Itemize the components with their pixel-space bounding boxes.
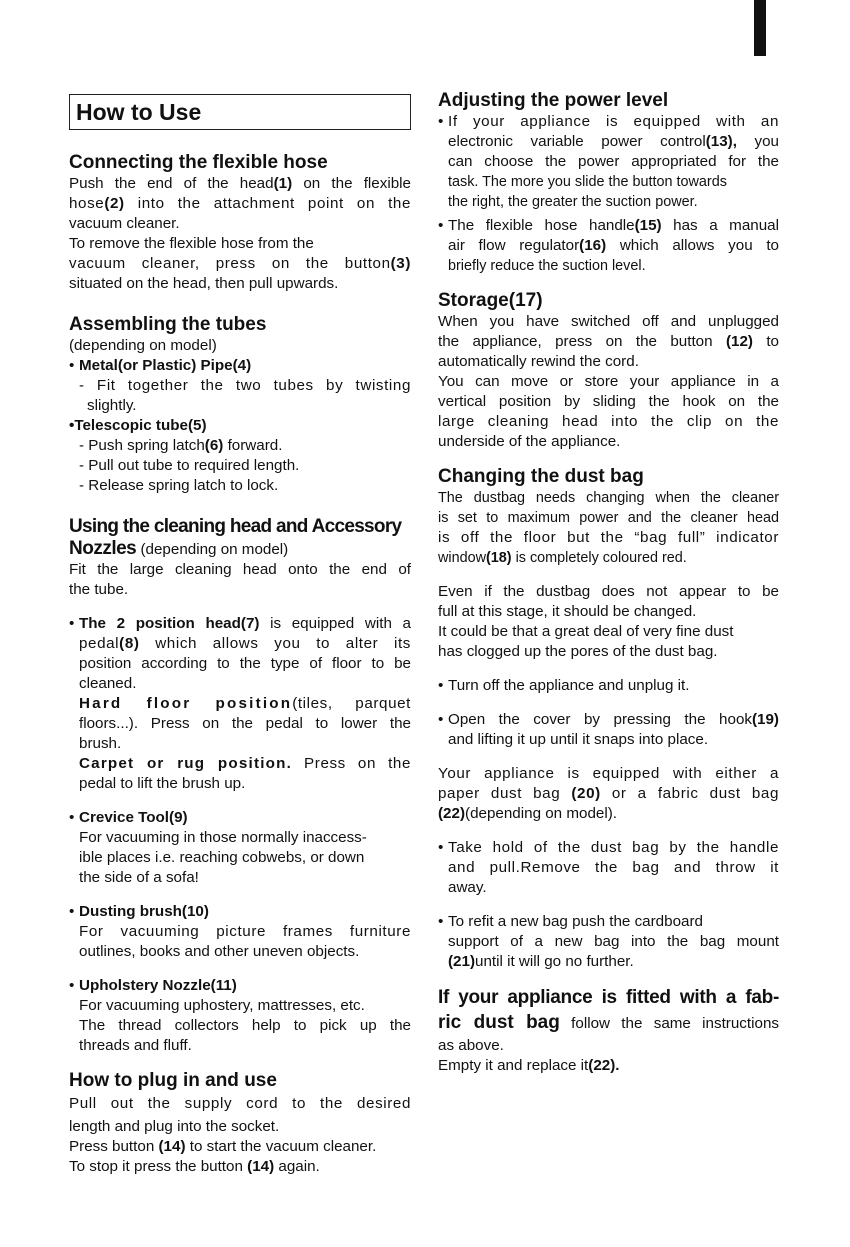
paragraph-line: paper dust bag (20) or a fabric dust bag (438, 785, 779, 802)
section-heading: Adjusting the power level (438, 90, 669, 111)
left-column (69, 90, 411, 1177)
paragraph-line: You can move or store your appliance in a (438, 373, 779, 390)
paragraph-line: vacuum cleaner, press on the button(3) (69, 255, 411, 272)
paragraph-line: threads and fluff. (79, 1037, 192, 1054)
paragraph-line: Carpet or rug position. Press on the (79, 755, 411, 772)
paragraph-line: (22)(depending on model). (438, 805, 617, 822)
paragraph-line: - Release spring latch to lock. (79, 477, 279, 494)
paragraph-line: The thread collectors help to pick up the (79, 1017, 411, 1034)
section-heading: Changing the dust bag (438, 466, 644, 487)
paragraph-line: Fit the large cleaning head onto the end of (69, 561, 411, 578)
paragraph-line: slightly. (87, 397, 137, 414)
paragraph-line: Pull out the supply cord to the desired (69, 1095, 411, 1112)
section-heading-continued: Nozzles (depending on model) (69, 538, 289, 559)
section-heading: Using the cleaning head and Accessory (69, 516, 402, 537)
paragraph-line: window(18) is completely coloured red. (438, 550, 687, 566)
section-power-level (438, 90, 779, 276)
section-assembling-tubes (69, 314, 411, 496)
paragraph-line: For vacuuming picture frames furniture (79, 923, 411, 940)
section-changing-dust-bag (438, 466, 779, 1076)
paragraph-line: underside of the appliance. (438, 433, 621, 450)
paragraph-line: the side of a sofa! (79, 869, 199, 886)
list-item: • Open the cover by pressing the hook(19) (438, 710, 779, 730)
paragraph-line: - Fit together the two tubes by twisting (79, 377, 411, 394)
page-tab-marker (754, 0, 766, 56)
section-heading: Storage(17) (438, 290, 543, 311)
paragraph-line: pedal(8) which allows you to alter its (79, 635, 411, 652)
paragraph-line: is off the floor but the “bag full” indicator (438, 529, 779, 546)
section-storage (438, 290, 779, 452)
fabric-bag-line: ric dust bag follow the same instructions (438, 1012, 779, 1033)
page-title: How to Use (69, 94, 411, 130)
paragraph-line: It could be that a great deal of very fine dust (438, 623, 734, 640)
paragraph-line: (depending on model) (69, 337, 217, 354)
section-heading: How to plug in and use (69, 1070, 277, 1091)
paragraph-line: the tube. (69, 581, 129, 598)
paragraph-line: Push the end of the head(1) on the flexible (69, 175, 411, 192)
paragraph-line: brush. (79, 735, 122, 752)
paragraph-line: floors...). Press on the pedal to lower the (79, 715, 411, 732)
list-item: • Take hold of the dust bag by the handle (438, 838, 779, 858)
paragraph-line: Hard floor position(tiles, parquet (79, 695, 411, 712)
paragraph-line: Even if the dustbag does not appear to be (438, 583, 779, 600)
paragraph-line: For vacuuming uphostery, mattresses, etc. (79, 997, 365, 1014)
paragraph-line: the right, the greater the suction power. (448, 194, 698, 210)
paragraph-line: To remove the flexible hose from the (69, 235, 314, 252)
paragraph-line: - Push spring latch(6) forward. (79, 437, 283, 454)
paragraph-line: ible places i.e. reaching cobwebs, or down (79, 849, 365, 866)
section-heading: Connecting the flexible hose (69, 152, 328, 173)
list-item: • Metal(or Plastic) Pipe(4) (69, 356, 411, 376)
paragraph-line: as above. (438, 1037, 504, 1054)
paragraph-line: Press button (14) to start the vacuum cleaner. (69, 1138, 377, 1155)
list-item: • The flexible hose handle(15) has a manual (438, 216, 779, 236)
paragraph-line: large cleaning head into the clip on the (438, 413, 779, 430)
section-connecting-hose (69, 152, 411, 294)
list-item: • Turn off the appliance and unplug it. (438, 676, 779, 696)
paragraph-line: away. (448, 879, 487, 896)
paragraph-line: For vacuuming in those normally inaccess- (79, 829, 367, 846)
paragraph-line: cleaned. (79, 675, 137, 692)
list-item: • If your appliance is equipped with an (438, 112, 779, 132)
right-column (438, 90, 779, 1076)
paragraph-line: can choose the power appropriated for the (448, 153, 779, 170)
section-plug-in-and-use (69, 1070, 411, 1177)
paragraph-line: briefly reduce the suction level. (448, 258, 646, 274)
paragraph-line: and lifting it up until it snaps into place. (448, 731, 709, 748)
paragraph-line: and pull.Remove the bag and throw it (448, 859, 779, 876)
list-item: • Crevice Tool(9) (69, 808, 411, 828)
list-item: • To refit a new bag push the cardboard (438, 912, 779, 932)
section-heading: Assembling the tubes (69, 314, 267, 335)
paragraph-line: To stop it press the button (14) again. (69, 1158, 320, 1175)
paragraph-line: support of a new bag into the bag mount (448, 933, 779, 950)
paragraph-line: has clogged up the pores of the dust bag. (438, 643, 718, 660)
paragraph-line: air flow regulator(16) which allows you to (448, 237, 779, 254)
paragraph-line: situated on the head, then pull upwards. (69, 275, 339, 292)
paragraph-line: vacuum cleaner. (69, 215, 180, 232)
list-item: • Upholstery Nozzle(11) (69, 976, 411, 996)
section-cleaning-head-nozzles (69, 516, 411, 1056)
paragraph-line: is set to maximum power and the cleaner head (438, 510, 779, 526)
paragraph-line: outlines, books and other uneven objects. (79, 943, 360, 960)
paragraph-line: - Pull out tube to required length. (79, 457, 300, 474)
list-item: • The 2 position head(7) is equipped with a (69, 614, 411, 634)
paragraph-line: full at this stage, it should be changed. (438, 603, 697, 620)
paragraph-line: pedal to lift the brush up. (79, 775, 246, 792)
paragraph-line: position according to the type of floor to be (79, 655, 411, 672)
paragraph-line: (21)until it will go no further. (448, 953, 634, 970)
paragraph-line: Your appliance is equipped with either a (438, 765, 779, 782)
paragraph-line: automatically rewind the cord. (438, 353, 639, 370)
paragraph-line: the appliance, press on the button (12) to (438, 333, 780, 350)
list-item: •Telescopic tube(5) (69, 417, 207, 434)
paragraph-line: vertical position by sliding the hook on the (438, 393, 779, 410)
paragraph-line: length and plug into the socket. (69, 1118, 280, 1135)
paragraph-line: The dustbag needs changing when the cleaner (438, 490, 779, 506)
paragraph-line: hose(2) into the attachment point on the (69, 195, 411, 212)
paragraph-line: When you have switched off and unplugged (438, 313, 779, 330)
list-item: • Dusting brush(10) (69, 902, 411, 922)
paragraph-line: task. The more you slide the button towards (448, 174, 727, 190)
paragraph-line: Empty it and replace it(22). (438, 1057, 620, 1074)
paragraph-line: electronic variable power control(13), you (448, 133, 779, 150)
fabric-bag-heading: If your appliance is fitted with a fab- (438, 987, 779, 1008)
